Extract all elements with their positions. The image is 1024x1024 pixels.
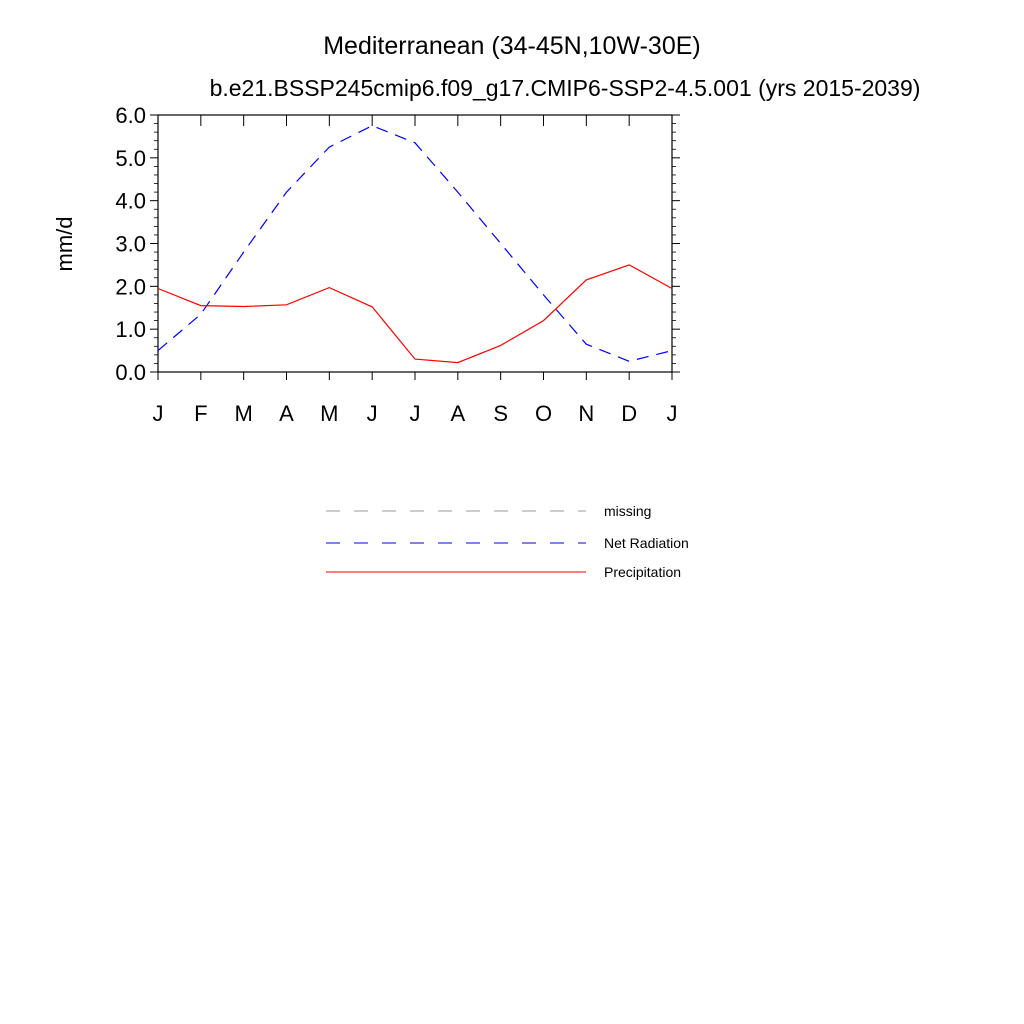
x-tick-labels <box>153 401 678 426</box>
x-tick-label: N <box>578 401 595 426</box>
legend-label: missing <box>604 503 652 519</box>
y-tick-label: 1.0 <box>115 317 146 343</box>
legend-label: Precipitation <box>604 564 682 580</box>
x-tick-label: J <box>152 401 164 426</box>
x-tick-label: S <box>493 401 509 426</box>
x-tick-label: O <box>534 401 553 426</box>
legend <box>326 503 689 580</box>
y-tick-labels <box>115 103 146 385</box>
chart-title: Mediterranean (34-45N,10W-30E) <box>323 32 701 60</box>
series-line-precipitation <box>158 265 672 363</box>
y-tick-label: 3.0 <box>115 231 146 257</box>
y-tick-label: 6.0 <box>115 103 146 128</box>
series-lines <box>158 126 672 363</box>
y-axis-label: mm/d <box>52 216 77 272</box>
y-tick-label: 2.0 <box>115 274 146 300</box>
series-line-net-radiation <box>158 126 672 362</box>
x-tick-label: M <box>234 401 253 426</box>
x-tick-label: F <box>194 401 208 426</box>
chart-subtitle: b.e21.BSSP245cmip6.f09_g17.CMIP6-SSP2-4.5.001 (yrs 2015-2039) <box>209 75 921 101</box>
y-tick-label: 5.0 <box>115 145 146 171</box>
plot-frame <box>158 115 672 372</box>
x-tick-label: D <box>621 401 638 426</box>
x-tick-label: A <box>279 401 294 426</box>
x-tick-label: J <box>409 401 421 426</box>
x-tick-label: J <box>666 401 678 426</box>
x-tick-label: A <box>450 401 466 426</box>
x-tick-label: J <box>366 401 378 426</box>
axis-ticks <box>150 115 680 380</box>
y-tick-label: 4.0 <box>115 188 146 214</box>
y-tick-label: 0.0 <box>115 360 146 385</box>
legend-label: Net Radiation <box>604 535 689 551</box>
x-tick-label: M <box>320 401 339 426</box>
